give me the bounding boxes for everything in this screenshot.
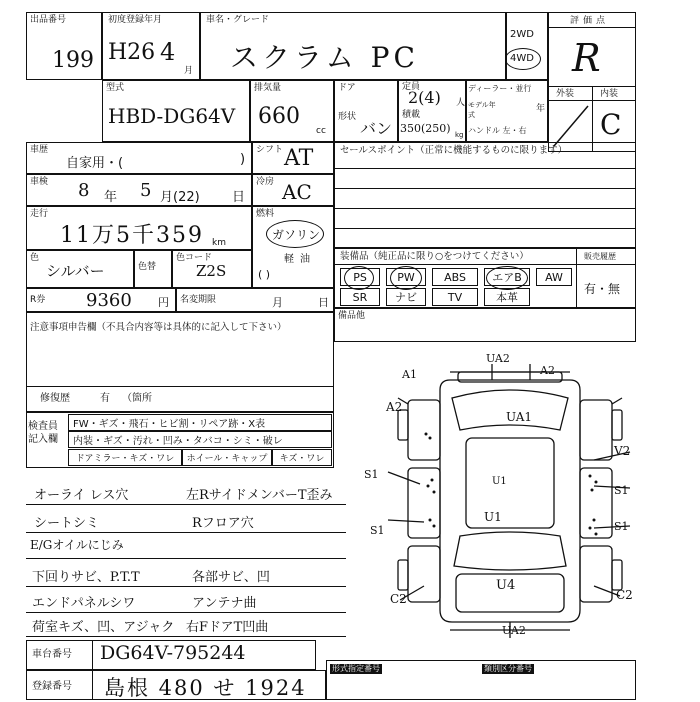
year-unit: 年 <box>536 104 546 114</box>
mileage-label: 走行 <box>30 209 49 219</box>
equip-tv: TV <box>432 288 478 306</box>
shape-label: 形状 <box>338 112 357 122</box>
recycle-unit: 円 <box>158 296 169 309</box>
drive-circle <box>505 48 541 70</box>
mark-c2-left: C2 <box>390 592 407 606</box>
grade-value: R <box>572 36 601 80</box>
chassis-divider <box>92 640 93 670</box>
recycle-label: R券 <box>30 295 46 305</box>
fuel-gasoline: ガソリン <box>272 228 321 242</box>
color-value: シルバー <box>46 262 105 280</box>
note-6: 各部サビ、凹 <box>192 570 270 585</box>
fuel-circle <box>266 220 324 248</box>
mark-s1-right-lower: S1 <box>614 520 629 533</box>
mileage-unit: km <box>212 238 226 248</box>
int-grade: C <box>600 108 622 141</box>
cc-value: 660 <box>258 104 300 129</box>
shape-value: バン <box>360 119 393 138</box>
grade-divider <box>548 27 636 28</box>
dealer-label: ディーラー・並行 <box>468 84 532 93</box>
equip-airbag: エアB <box>484 268 530 286</box>
load-value: 350(250) <box>400 122 451 135</box>
notes-line <box>26 386 334 387</box>
load-unit: kg <box>455 131 464 139</box>
repair-value: 有 <box>100 393 110 404</box>
ext-label: 外装 <box>556 89 575 99</box>
sales-line1 <box>334 168 636 169</box>
mark-u1-center: U1 <box>492 476 507 487</box>
note-0: オーライ レス穴 <box>34 488 129 503</box>
name-change-day: 日 <box>318 296 329 309</box>
cc-unit: cc <box>316 126 326 136</box>
checks-row3-wheel: ホイール・キャップ <box>182 449 272 466</box>
car-diagram-icon <box>380 360 640 640</box>
note-1: 左RサイドメンバーT歪み <box>186 488 333 503</box>
inspection-day-unit: 日 <box>232 190 246 205</box>
equip-ps-circle <box>344 266 374 290</box>
usage-label: 車歴 <box>30 145 49 155</box>
mark-u1-lower: U1 <box>484 510 502 524</box>
note-9: 荷室キズ、凹、アジャク <box>32 620 175 635</box>
mark-s1-right-upper: S1 <box>614 484 629 497</box>
note-7: エンドパネルシワ <box>32 596 136 611</box>
equip-sr: SR <box>340 288 380 306</box>
cap-value: 2(4) <box>408 88 441 107</box>
int-label: 内装 <box>600 89 619 99</box>
month-unit: 月 <box>184 66 194 76</box>
usage-close: ) <box>240 152 246 167</box>
type-value: HBD-DG64V <box>108 104 236 128</box>
mark-ua2-top: UA2 <box>486 352 510 365</box>
equip-vline <box>576 248 577 308</box>
sales-label: セールスポイント（正常に機能するものに限ります） <box>340 145 568 156</box>
color-label: 色 <box>30 253 40 263</box>
fuel-paren: ( ) <box>258 268 271 281</box>
type-label: 型式 <box>106 83 125 93</box>
reg-no-label: 登録番号 <box>32 681 72 692</box>
checks-row1: FW・ギズ・飛石・ヒビ割・リペア跡・X表 <box>68 414 332 431</box>
equip-airbag-circle <box>486 266 528 290</box>
mark-a1: A1 <box>402 368 417 381</box>
drive-2wd: 2WD <box>510 29 534 40</box>
sales-box <box>334 142 636 248</box>
usage-value: 自家用・( <box>66 156 124 171</box>
name-change-label: 名変期限 <box>180 295 217 305</box>
reg-no-divider <box>92 670 93 700</box>
chassis-label: 車台番号 <box>32 649 72 660</box>
reg-no-value: 島根 480 せ 1924 <box>104 676 307 700</box>
note-line-2 <box>26 558 346 559</box>
inspection-month-unit: 月(22) <box>160 190 200 205</box>
equip-hline <box>334 264 636 265</box>
equipment-kind-value: 有・無 <box>584 282 621 296</box>
load-label: 積載 <box>402 110 421 120</box>
cap-label: 定員 <box>402 82 421 92</box>
mark-a2-left: A2 <box>386 400 403 414</box>
mark-s1-left-upper: S1 <box>364 468 379 481</box>
handle-label: ハンドル 左・右 <box>468 126 527 135</box>
lot-label: 出品番号 <box>30 15 67 25</box>
drive-4wd: 4WD <box>510 53 534 64</box>
inspection-label: 車検 <box>30 177 49 187</box>
note-line-1 <box>26 532 346 533</box>
shift-value: AT <box>284 146 314 171</box>
inspection-year: 8 <box>78 180 90 201</box>
mark-u4: U4 <box>496 578 516 593</box>
repair-place: （箇所 <box>122 393 152 404</box>
mark-ua2-bottom: UA2 <box>502 624 526 637</box>
checks-label: 検査員記入欄 <box>28 421 58 445</box>
shift-label: シフト <box>256 145 284 155</box>
note-line-3 <box>26 586 346 587</box>
equip-ps: PS <box>340 268 380 286</box>
note-10: 右FドアT凹曲 <box>186 620 269 635</box>
mileage-value: 11万5千359 <box>60 223 204 248</box>
note-line-5 <box>26 636 346 637</box>
notes-label: 注意事項申告欄（不具合内容等は具体的に記入して下さい） <box>30 322 287 333</box>
note-5: 下回りサビ、P.T.T <box>32 570 140 585</box>
grade-label: 評価点 <box>570 16 610 26</box>
color-code-value: Z2S <box>196 262 227 280</box>
model-label: 車名・グレード <box>206 15 270 25</box>
fuel-label: 燃料 <box>256 209 275 219</box>
equip-navi: ナビ <box>386 288 426 306</box>
note-line-4 <box>26 612 346 613</box>
cc-label: 排気量 <box>254 83 282 93</box>
equipment-kind-label: 販売履歴 <box>584 252 616 261</box>
note-line-0 <box>26 504 346 505</box>
lot-number: 199 <box>52 48 94 73</box>
ac-value: AC <box>282 180 312 204</box>
inspection-month: 5 <box>140 180 152 201</box>
ac-label: 冷房 <box>256 177 275 187</box>
mark-c2-right: C2 <box>616 588 633 602</box>
checks-row2: 内装・ギズ・汚れ・凹み・タバコ・シミ・破レ <box>68 431 332 448</box>
mark-ua1: UA1 <box>506 410 533 424</box>
equip-pw: PW <box>386 268 426 286</box>
model-year-label: モデル年式 <box>468 101 496 119</box>
inspection-year-unit: 年 <box>104 190 118 205</box>
note-2: シートシミ <box>34 516 100 531</box>
name-change-month: 月 <box>272 296 283 309</box>
checks-row3-mirror: ドアミラー・キズ・ワレ <box>68 449 182 466</box>
chassis-value: DG64V-795244 <box>100 642 246 664</box>
footer-f1: 形式指定番号 <box>332 664 380 673</box>
door-label: ドア <box>338 83 356 93</box>
equip-pw-circle <box>390 266 422 290</box>
color-code-label: 色コード <box>176 253 213 263</box>
equip-leather: 本革 <box>484 288 530 306</box>
mark-s1-left-lower: S1 <box>370 524 385 537</box>
equipment-label: 装備品（純正品に限り○をつけてください） <box>340 251 529 262</box>
repair-label: 修復歴 <box>40 393 70 404</box>
equip-abs: ABS <box>432 268 478 286</box>
note-4: E/Gオイルにじみ <box>30 538 124 552</box>
usage-box <box>26 142 252 174</box>
checks-row3-scratch: キズ・ワレ <box>272 449 332 466</box>
model-name: スクラム PC <box>230 41 419 74</box>
reg-year: H26 <box>108 40 156 65</box>
fuel-diesel: 軽油 <box>284 254 316 265</box>
cap-unit: 人 <box>456 98 466 108</box>
color-change-label: 色替 <box>138 262 157 272</box>
recycle-value: 9360 <box>86 290 132 311</box>
sales-line4 <box>334 228 636 229</box>
inspection-box <box>26 174 252 206</box>
note-8: アンテナ曲 <box>192 596 257 611</box>
mark-a2-right: A2 <box>540 364 555 377</box>
other-label: 備品他 <box>338 311 366 321</box>
equip-aw: AW <box>536 268 572 286</box>
sales-line3 <box>334 208 636 209</box>
other-box <box>334 308 636 342</box>
reg-month: 4 <box>160 38 176 66</box>
mark-v2: V2 <box>614 444 631 458</box>
reg-label: 初度登録年月 <box>108 15 163 25</box>
sales-line2 <box>334 188 636 189</box>
note-3: Rフロア穴 <box>192 516 254 531</box>
footer-f2: 類別区分番号 <box>484 664 532 673</box>
drive-box <box>506 12 548 80</box>
